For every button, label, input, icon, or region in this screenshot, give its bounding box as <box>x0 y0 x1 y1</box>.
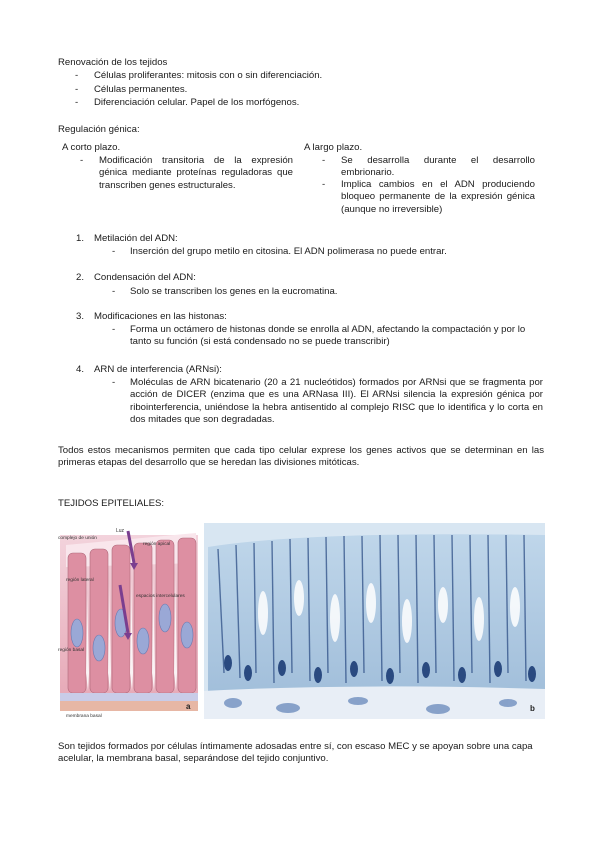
bullet-dash: - <box>75 70 79 81</box>
label-luz: Luz <box>116 528 125 534</box>
list-item: Células proliferantes: mitosis con o sin diferenciación. <box>94 70 323 81</box>
bullet-dash: - <box>322 179 326 190</box>
mechanism-detail: Solo se transcriben los genes en la eucromatina. <box>130 286 338 297</box>
label-panel-a: a <box>186 702 191 711</box>
illustration-panel-a <box>58 523 201 719</box>
column-heading-corto: A corto plazo. <box>62 142 121 153</box>
list-number: 4. <box>76 364 85 375</box>
bullet-dash: - <box>112 286 116 297</box>
list-item: Diferenciación celular. Papel de los morfógenos. <box>94 97 300 108</box>
bullet-dash: - <box>112 377 116 388</box>
mechanism-title: Condensación del ADN: <box>94 272 196 283</box>
mechanism-title: Modificaciones en las histonas: <box>94 311 227 322</box>
bullet-dash: - <box>112 246 116 257</box>
column-heading-largo: A largo plazo. <box>304 142 363 153</box>
micrograph-panel-b <box>204 523 545 719</box>
mechanism-detail: Moléculas de ARN bicatenario (20 a 21 nucleótidos) formados por ARNsi que se fragmenta por acción de DICER (enzima que es una ARNasa III). El ARNsi silencia la expresión génica por ribointerferencia, uniéndose la hebra antisentido al complejo RISC que lo identifica y lo corta en dos mitades que son degradadas. <box>130 377 543 425</box>
label-apical: región apical <box>143 542 171 547</box>
epithelium-figure <box>58 523 545 719</box>
largo-item: Se desarrolla durante el desarrollo embrionario. <box>341 155 535 179</box>
largo-item: Implica cambios en el ADN produciendo bloqueo permanente de la expresión génica (aunque no irreversible) <box>341 179 535 215</box>
label-complejo: complejo de unión <box>58 536 97 541</box>
mechanism-detail: Inserción del grupo metilo en citosina. El ADN polimerasa no puede entrar. <box>130 246 447 257</box>
section-title-renovacion: Renovación de los tejidos <box>58 57 168 68</box>
mechanism-title: Metilación del ADN: <box>94 233 178 244</box>
bullet-dash: - <box>75 97 79 108</box>
label-basal: región basal <box>58 648 85 653</box>
label-lateral: región lateral <box>66 578 94 583</box>
list-number: 3. <box>76 311 85 322</box>
bullet-dash: - <box>322 155 326 166</box>
bullet-dash: - <box>112 324 116 335</box>
mechanism-title: ARN de interferencia (ARNsi): <box>94 364 222 375</box>
epitelios-description: Son tejidos formados por células íntimamente adosadas entre sí, con escaso MEC y se apoyan sobre una capa acelular, la membrana basal, separándose del tejido conjuntivo. <box>58 741 533 765</box>
mechanism-detail: Forma un octámero de histonas donde se enrolla al ADN, afectando la compactación y por lo tanto su función (si está condensado no se puede transcribir) <box>130 324 526 348</box>
list-item: Células permanentes. <box>94 84 188 95</box>
label-espacios: espacios intercelulares <box>136 594 185 599</box>
list-number: 2. <box>76 272 85 283</box>
bullet-dash: - <box>75 84 79 95</box>
section-title-regulacion: Regulación génica: <box>58 124 140 135</box>
section-title-epitelios: TEJIDOS EPITELIALES: <box>58 498 165 509</box>
epithelium-figure-svg <box>58 523 545 719</box>
conclusion-paragraph: Todos estos mecanismos permiten que cada tipo celular exprese los genes activos que se determinan en las primeras etapas del desarrollo que se heredan las divisiones mitóticas. <box>58 445 544 469</box>
label-panel-b: b <box>530 704 535 713</box>
list-number: 1. <box>76 233 85 244</box>
label-membrana: membrana basal <box>66 714 102 719</box>
bullet-dash: - <box>80 155 84 166</box>
corto-item: Modificación transitoria de la expresión génica mediante proteínas reguladoras que transcriben genes estructurales. <box>99 155 293 191</box>
